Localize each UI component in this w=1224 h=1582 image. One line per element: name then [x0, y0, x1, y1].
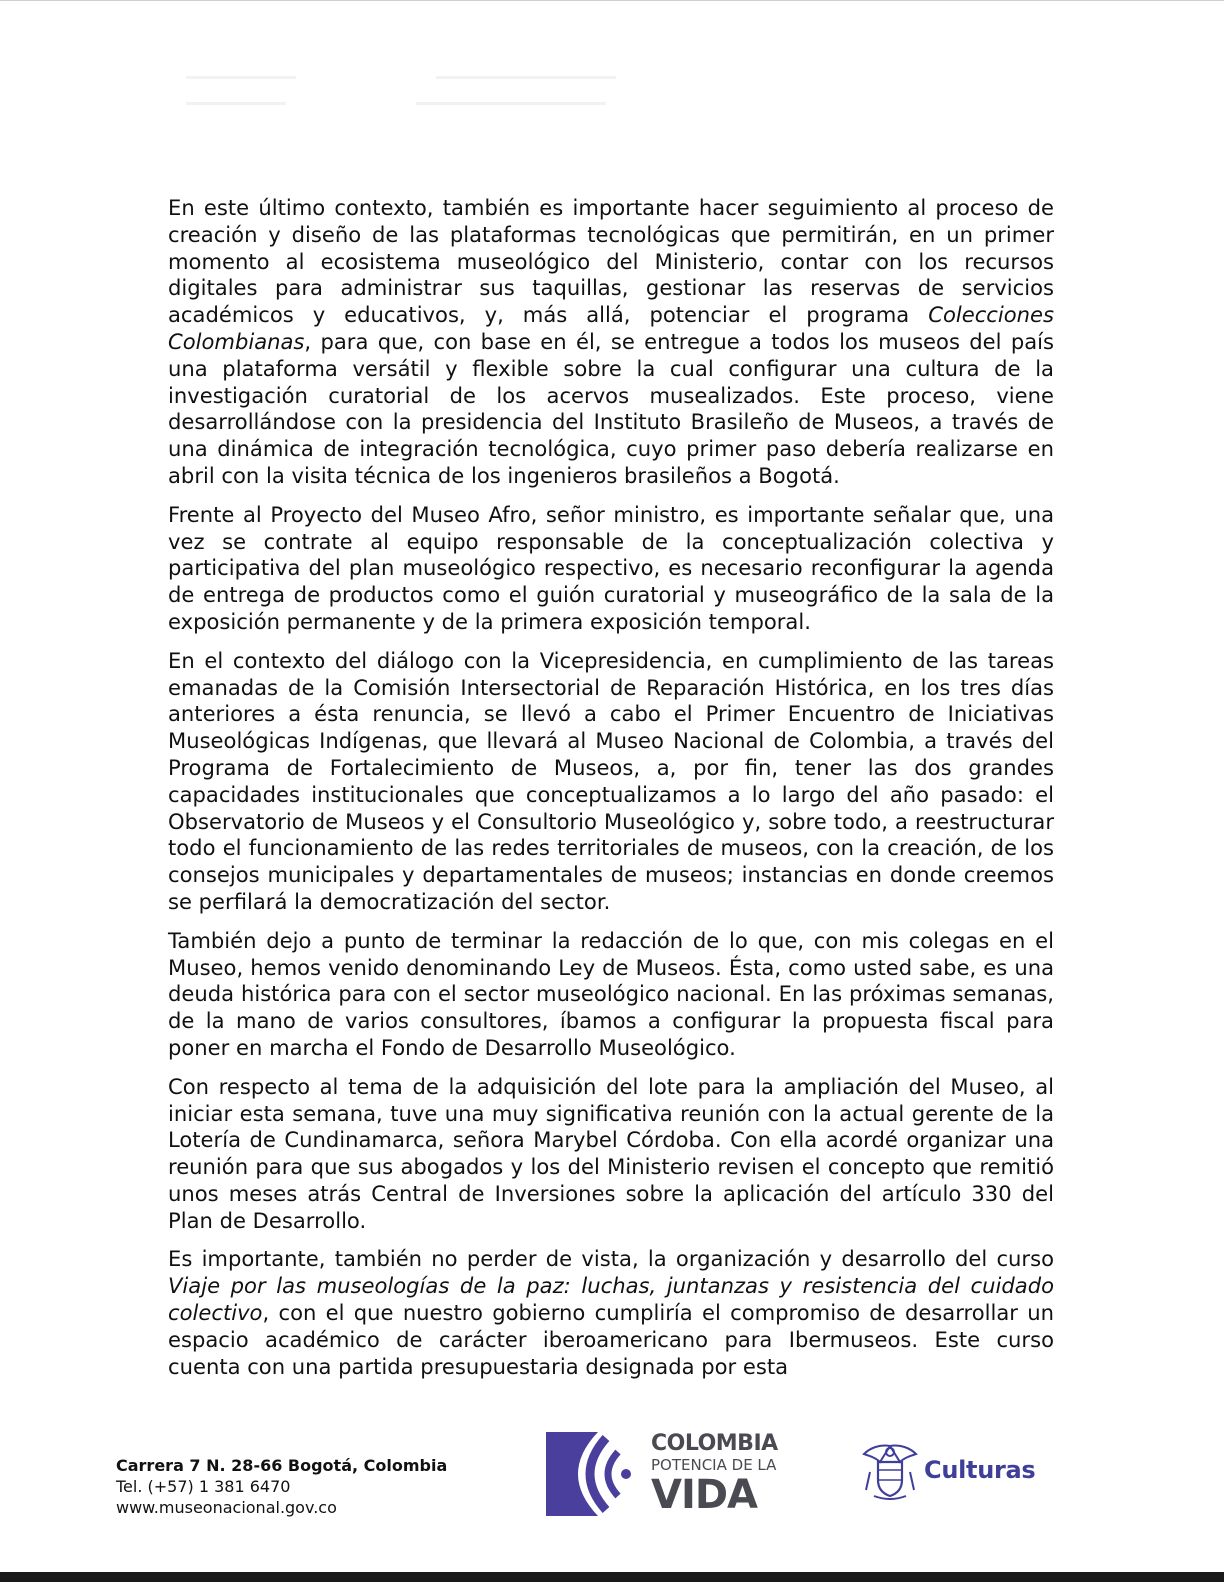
footer-contact — [116, 1455, 447, 1518]
footer-website: www.museonacional.gov.co — [116, 1498, 337, 1517]
potencia-waves-icon — [546, 1432, 636, 1516]
paragraph-text: , para que, con base en él, se entregue a todos los museos del país una plataforma versátil y flexible sobre la cual configurar una cultura de la investigación curatorial de los acervos musealizados. Este proceso, viene desarrollándose con la presidencia del Instituto Brasileño de Museos, a través de una dinámica de integración tecnológica, cuyo primer paso debería realizarse en abril con la visita técnica de los ingenieros brasileños a Bogotá. — [168, 328, 1054, 488]
faded-letterhead — [186, 74, 626, 114]
paragraph-text: , con el que nuestro gobierno cumpliría el compromiso de desarrollar un espacio académico de carácter iberoamericano para Ibermuseos. Este curso cuenta con una partida presupuestaria designada por esta — [168, 1300, 1054, 1379]
body-paragraph — [168, 648, 1054, 916]
body-paragraph — [168, 195, 1054, 490]
paragraph-text: Frente al Proyecto del Museo Afro, señor ministro, es importante señalar que, una vez se contrate al equipo responsable de la conceptualización colectiva y participativa del plan museológico respectivo, es necesario reconfigurar la agenda de entrega de productos como el guión curatorial y museográfico de la sala de la exposición permanente y de la primera exposición temporal. — [168, 501, 1054, 634]
italic-title: Viaje por las museologías de la paz: luchas, juntanzas y resistencia del cuidado colectivo — [168, 1273, 1054, 1326]
body-paragraph — [168, 502, 1054, 636]
paragraph-text: También dejo a punto de terminar la redacción de lo que, con mis colegas en el Museo, hemos venido denominando Ley de Museos. Ésta, como usted sabe, es una deuda histórica para con el sector museológico nacional. En las próximas semanas, de la mano de varios consultores, íbamos a configurar la propuesta fiscal para poner en marcha el Fondo de Desarrollo Museológico. — [168, 927, 1054, 1060]
logo-line-vida: VIDA — [651, 1472, 757, 1518]
body-paragraph — [168, 1246, 1054, 1380]
logo-line-potencia: POTENCIA DE LA — [651, 1456, 777, 1474]
page-bottom-bar — [0, 1572, 1224, 1582]
letter-body — [168, 195, 1054, 1392]
body-paragraph — [168, 1074, 1054, 1235]
coat-of-arms-icon — [862, 1442, 918, 1500]
paragraph-text: En este último contexto, también es importante hacer seguimiento al proceso de creación y diseño de las plataformas tecnológicas que permitirán, en un primer momento al ecosistema museológico del Ministerio, contar con los recursos digitales para administrar sus taquillas, gestionar las reservas de servicios académicos y educativos, y, más allá, potenciar el programa — [168, 195, 1054, 328]
italic-title: Colecciones Colombianas — [168, 302, 1054, 354]
colombia-potencia-de-la-vida-logo — [546, 1432, 786, 1516]
paragraph-text: En el contexto del diálogo con la Vicepresidencia, en cumplimiento de las tareas emanadas de la Comisión Intersectorial de Reparación Histórica, en los tres días anteriores a ésta renuncia, se llevó a cabo el Primer Encuentro de Iniciativas Museológicas Indígenas, que llevará al Museo Nacional de Colombia, a través del Programa de Fortalecimiento de Museos, a, por fin, tener las dos grandes capacidades institucionales que conceptualizamos a lo largo del año pasado: el Observatorio de Museos y el Consultorio Museológico y, sobre todo, a reestructurar todo el funcionamiento de las redes territoriales de museos, con la creación, de los consejos municipales y departamentales de museos; instancias en donde creemos se perfilará la democratización del sector. — [168, 647, 1054, 914]
paragraph-text: Es importante, también no perder de vista, la organización y desarrollo del curso — [168, 1246, 1054, 1272]
footer-address: Carrera 7 N. 28-66 Bogotá, Colombia — [116, 1456, 448, 1475]
page-top-border — [0, 0, 1224, 1]
culturas-wordmark: Culturas — [924, 1456, 1036, 1484]
culturas-logo — [862, 1442, 1042, 1500]
footer-phone: Tel. (+57) 1 381 6470 — [116, 1477, 291, 1496]
paragraph-text: Con respecto al tema de la adquisición del lote para la ampliación del Museo, al iniciar esta semana, tuve una muy significativa reunión con la actual gerente de la Lotería de Cundinamarca, señora Marybel Córdoba. Con ella acordé organizar una reunión para que sus abogados y los del Ministerio revisen el concepto que remitió unos meses atrás Central de Inversiones sobre la aplicación del artículo 330 del Plan de Desarrollo. — [168, 1073, 1054, 1233]
body-paragraph — [168, 928, 1054, 1062]
logo-line-colombia: COLOMBIA — [651, 1431, 778, 1456]
